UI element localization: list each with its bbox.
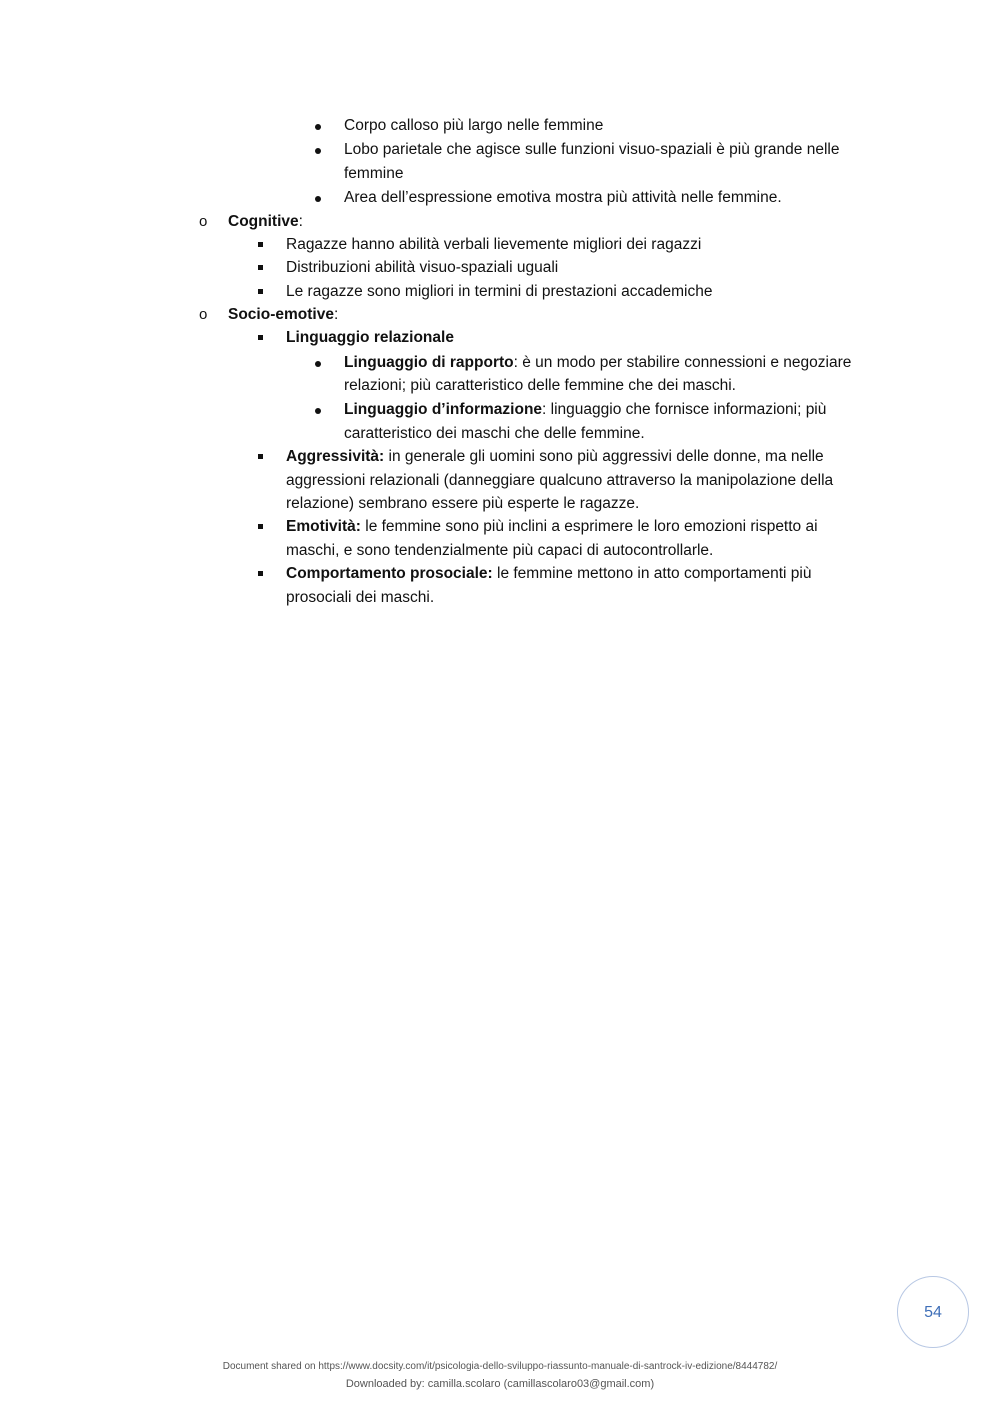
definition: caratteristico dei maschi che delle femmine. bbox=[344, 425, 645, 442]
definition: maschi, e sono tendenzialmente più capaci di autocontrollarle. bbox=[286, 542, 714, 559]
definition: prosociali dei maschi. bbox=[286, 589, 435, 606]
list-item bbox=[344, 187, 782, 209]
list-item-text: femmine bbox=[344, 165, 404, 182]
definition: : è un modo per stabilire connessioni e negoziare bbox=[513, 354, 852, 371]
bullet-square bbox=[258, 454, 263, 459]
list-item bbox=[286, 563, 811, 585]
definition: : linguaggio che fornisce informazioni; più bbox=[542, 401, 827, 418]
list-item-continuation bbox=[344, 423, 645, 445]
definition: in generale gli uomini sono più aggressivi delle donne, ma nelle bbox=[384, 448, 824, 465]
list-item bbox=[286, 446, 824, 468]
footer-shared-link[interactable]: Document shared on https://www.docsity.com/it/psicologia-dello-sviluppo-riassunto-manuale-di-santrock-iv-edizione/8444782/ bbox=[222, 1361, 778, 1372]
term: Linguaggio d’informazione bbox=[344, 401, 543, 418]
term: Linguaggio di rapporto bbox=[344, 354, 514, 371]
list-item-continuation bbox=[286, 587, 434, 609]
definition: relazioni; più caratteristico delle femmine che dei maschi. bbox=[344, 377, 736, 394]
list-item-text: Lobo parietale che agisce sulle funzioni visuo-spaziali è più grande nelle bbox=[344, 141, 840, 158]
heading-colon: : bbox=[298, 213, 303, 230]
list-item-text: Ragazze hanno abilità verbali lievemente migliori dei ragazzi bbox=[286, 236, 702, 253]
list-item bbox=[344, 399, 826, 421]
list-item-text: Distribuzioni abilità visuo-spaziali uguali bbox=[286, 259, 559, 276]
bullet-o: o bbox=[199, 306, 208, 323]
bullet-disc bbox=[315, 124, 321, 130]
bullet-o: o bbox=[199, 213, 208, 230]
list-item-continuation bbox=[344, 163, 403, 185]
list-item-text: Area dell’espressione emotiva mostra più attività nelle femmine. bbox=[344, 189, 782, 206]
definition: le femmine mettono in atto comportamenti più bbox=[492, 565, 812, 582]
list-item bbox=[344, 115, 603, 137]
bullet-square bbox=[258, 265, 263, 270]
list-item-heading: Linguaggio relazionale bbox=[286, 329, 454, 346]
list-item-continuation bbox=[286, 540, 713, 562]
bullet-square bbox=[258, 242, 263, 247]
heading-text: Socio-emotive bbox=[228, 306, 334, 323]
term: Comportamento prosociale: bbox=[286, 565, 493, 582]
footer-downloaded-by: Downloaded by: camilla.scolaro (camillascolaro03@gmail.com) bbox=[345, 1378, 655, 1390]
list-item bbox=[286, 257, 558, 279]
bullet-square bbox=[258, 571, 263, 576]
bullet-square bbox=[258, 524, 263, 529]
bullet-disc bbox=[315, 408, 321, 414]
list-item bbox=[286, 516, 818, 538]
bullet-square bbox=[258, 289, 263, 294]
definition: le femmine sono più inclini a esprimere le loro emozioni rispetto ai bbox=[360, 518, 818, 535]
page-number: 54 bbox=[897, 1276, 969, 1348]
list-item-text: Le ragazze sono migliori in termini di prestazioni accademiche bbox=[286, 283, 713, 300]
list-item bbox=[344, 139, 839, 161]
section-heading-socio-emotive bbox=[228, 304, 338, 326]
section-heading-cognitive bbox=[228, 211, 303, 233]
bullet-disc bbox=[315, 148, 321, 154]
list-item-continuation bbox=[344, 375, 736, 397]
definition: aggressioni relazionali (danneggiare qualcuno attraverso la manipolazione della bbox=[286, 472, 834, 489]
list-item-continuation bbox=[286, 470, 833, 492]
list-item bbox=[286, 234, 701, 256]
term: Emotività: bbox=[286, 518, 361, 535]
term: Aggressività: bbox=[286, 448, 385, 465]
list-item-text: Corpo calloso più largo nelle femmine bbox=[344, 117, 604, 134]
list-item bbox=[344, 352, 851, 374]
heading-colon: : bbox=[333, 306, 339, 323]
heading-text: Cognitive bbox=[228, 213, 299, 230]
bullet-disc bbox=[315, 196, 321, 202]
bullet-disc bbox=[315, 361, 321, 367]
list-item bbox=[286, 327, 454, 349]
bullet-square bbox=[258, 335, 263, 340]
list-item-continuation bbox=[286, 493, 639, 515]
list-item bbox=[286, 281, 712, 303]
definition: relazione) sembrano essere più esperte le ragazze. bbox=[286, 495, 640, 512]
